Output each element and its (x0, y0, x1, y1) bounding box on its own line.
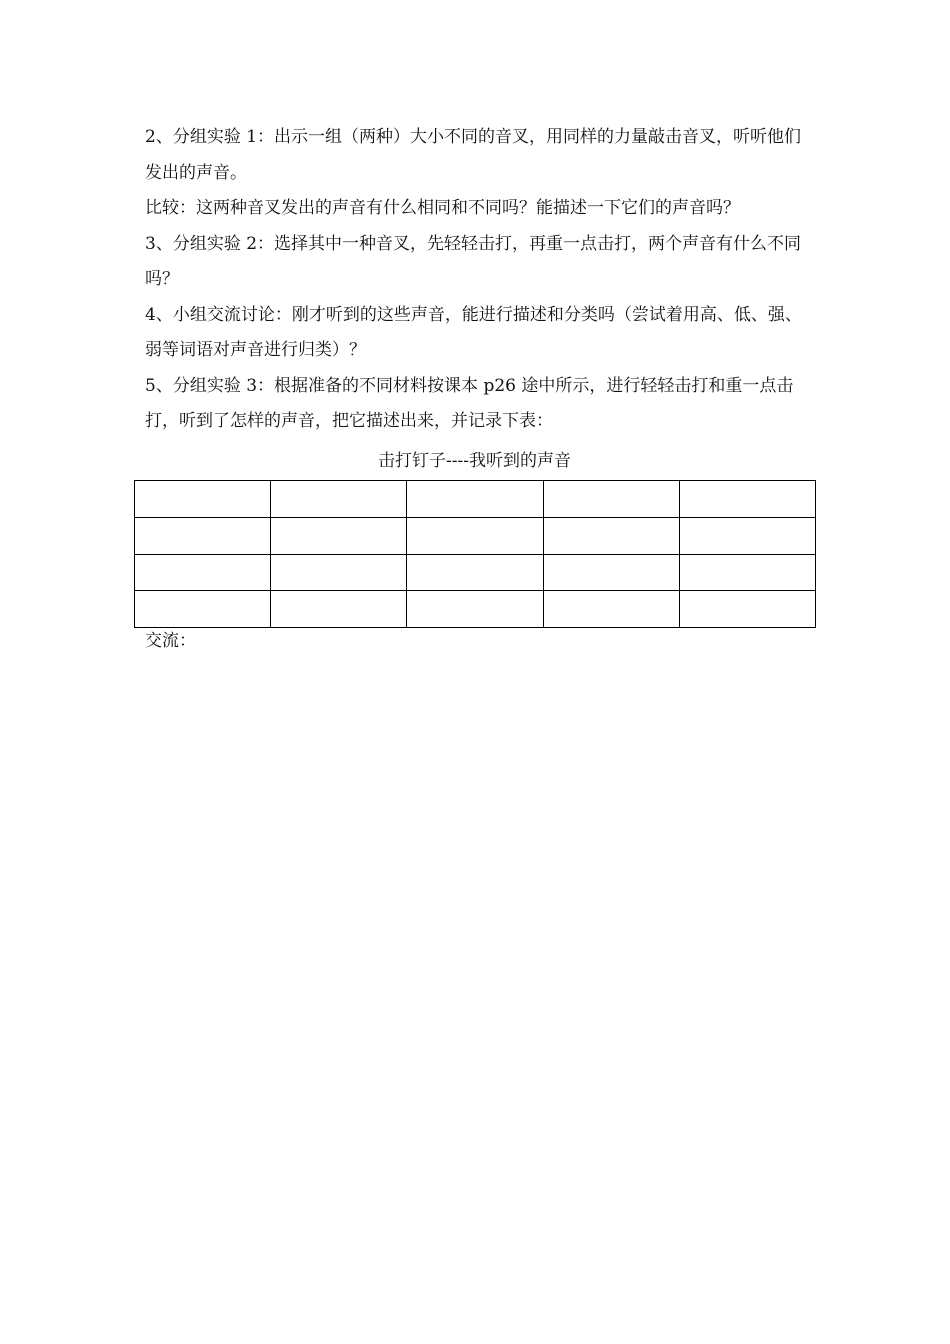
table-cell (407, 517, 543, 554)
table-cell (135, 517, 271, 554)
table-cell (543, 591, 679, 628)
paragraph-experiment-1: 2、分组实验 1：出示一组（两种）大小不同的音叉，用同样的力量敲击音叉，听听他们发出的声音。 (145, 127, 802, 183)
record-table (134, 480, 816, 628)
paragraph-compare: 比较：这两种音叉发出的声音有什么相同和不同吗？能描述一下它们的声音吗？ (145, 198, 740, 218)
table-row (135, 554, 816, 591)
table-cell (135, 481, 271, 518)
table-cell (407, 591, 543, 628)
table-cell (679, 481, 815, 518)
table-cell (135, 554, 271, 591)
paragraph-experiment-3: 5、分组实验 3：根据准备的不同材料按课本 p26 途中所示，进行轻轻击打和重一点击打，听到了怎样的声音，把它描述出来，并记录下表： (145, 375, 794, 431)
table-cell (271, 554, 407, 591)
table-cell (679, 591, 815, 628)
table-cell (679, 517, 815, 554)
table-row (135, 591, 816, 628)
table-cell (679, 554, 815, 591)
exchange-label: 交流： (145, 631, 196, 651)
table-cell (135, 591, 271, 628)
table-row (135, 481, 816, 518)
table-title: 击打钉子----我听到的声音 (378, 451, 571, 471)
table-cell (407, 554, 543, 591)
table-cell (271, 517, 407, 554)
table-cell (271, 481, 407, 518)
table-row (135, 517, 816, 554)
body-text (145, 120, 810, 440)
paragraph-experiment-2: 3、分组实验 2：选择其中一种音叉，先轻轻击打，再重一点击打，两个声音有什么不同吗？ (145, 233, 802, 289)
table-cell (271, 591, 407, 628)
paragraph-discussion: 4、小组交流讨论：刚才听到的这些声音，能进行描述和分类吗（尝试着用高、低、强、弱等词语对声音进行归类）？ (145, 304, 802, 360)
table-cell (543, 554, 679, 591)
table-cell (543, 481, 679, 518)
table-cell (407, 481, 543, 518)
table-cell (543, 517, 679, 554)
